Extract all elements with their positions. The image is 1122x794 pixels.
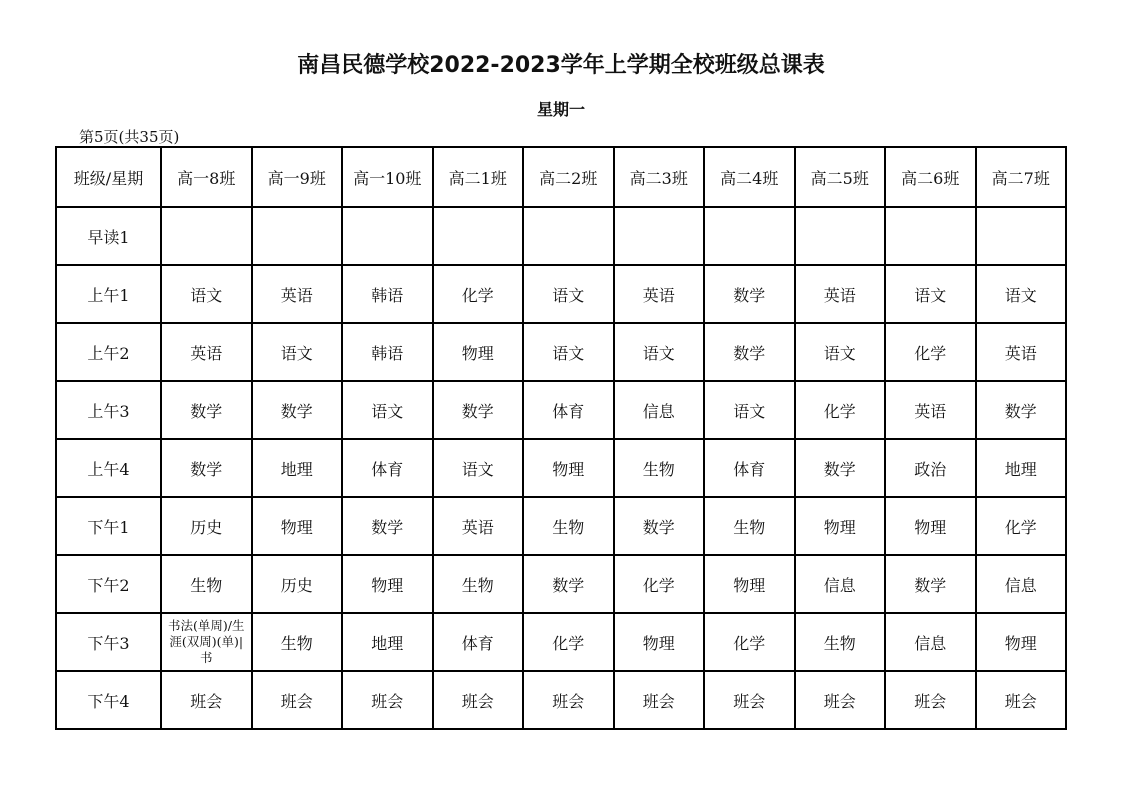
table-cell: 数学 (614, 497, 705, 555)
table-cell: 物理 (976, 613, 1067, 671)
page-info: 第5页(共35页) (79, 128, 180, 146)
table-cell (161, 613, 252, 671)
table-cell: 英语 (433, 497, 524, 555)
table-cell: 体育 (342, 439, 433, 497)
table-cell: 生物 (252, 613, 343, 671)
table-cell: 韩语 (342, 265, 433, 323)
table-row (56, 555, 1066, 613)
table-cell: 英语 (976, 323, 1067, 381)
table-cell: 语文 (523, 323, 614, 381)
table-cell: 化学 (976, 497, 1067, 555)
table-cell (795, 207, 886, 265)
table-cell: 历史 (252, 555, 343, 613)
table-cell: 班会 (976, 671, 1067, 729)
table-cell: 班会 (795, 671, 886, 729)
table-cell: 班会 (342, 671, 433, 729)
table-cell: 语文 (161, 265, 252, 323)
table-row (56, 497, 1066, 555)
table-cell: 数学 (433, 381, 524, 439)
table-cell: 班会 (161, 671, 252, 729)
class-header: 高二6班 (885, 147, 976, 207)
period-label: 上午4 (56, 439, 161, 497)
table-cell: 英语 (885, 381, 976, 439)
table-cell: 数学 (704, 265, 795, 323)
table-cell: 体育 (704, 439, 795, 497)
day-subtitle: 星期一 (536, 100, 585, 119)
table-cell: 物理 (614, 613, 705, 671)
table-cell: 语文 (433, 439, 524, 497)
table-cell: 地理 (976, 439, 1067, 497)
table-cell: 班会 (885, 671, 976, 729)
period-label: 上午1 (56, 265, 161, 323)
table-cell: 语文 (976, 265, 1067, 323)
table-cell: 英语 (795, 265, 886, 323)
table-cell: 化学 (885, 323, 976, 381)
class-header: 高一9班 (252, 147, 343, 207)
table-cell (523, 207, 614, 265)
table-cell: 数学 (795, 439, 886, 497)
table-row (56, 265, 1066, 323)
table-cell: 语文 (704, 381, 795, 439)
table-cell: 英语 (252, 265, 343, 323)
table-cell: 物理 (795, 497, 886, 555)
table-cell: 化学 (614, 555, 705, 613)
table-cell: 化学 (433, 265, 524, 323)
class-header: 高二4班 (704, 147, 795, 207)
table-row (56, 381, 1066, 439)
table-cell: 班会 (523, 671, 614, 729)
table-cell: 英语 (614, 265, 705, 323)
table-cell (252, 207, 343, 265)
timetable (55, 146, 1067, 730)
class-header: 高一10班 (342, 147, 433, 207)
table-cell: 地理 (252, 439, 343, 497)
table-cell: 语文 (614, 323, 705, 381)
table-cell: 历史 (161, 497, 252, 555)
period-label: 下午2 (56, 555, 161, 613)
header-row (56, 147, 1066, 207)
table-cell: 生物 (614, 439, 705, 497)
table-cell: 物理 (704, 555, 795, 613)
page-title: 南昌民德学校2022-2023学年上学期全校班级总课表 (297, 53, 825, 78)
table-cell: 信息 (795, 555, 886, 613)
table-cell: 物理 (252, 497, 343, 555)
period-label: 下午1 (56, 497, 161, 555)
class-header: 高二5班 (795, 147, 886, 207)
table-cell: 体育 (523, 381, 614, 439)
table-cell: 信息 (885, 613, 976, 671)
table-row (56, 323, 1066, 381)
table-cell: 生物 (161, 555, 252, 613)
table-cell: 物理 (523, 439, 614, 497)
table-cell (614, 207, 705, 265)
table-row (56, 207, 1066, 265)
table-cell: 语文 (523, 265, 614, 323)
class-header: 高二1班 (433, 147, 524, 207)
table-row (56, 613, 1066, 671)
table-cell: 数学 (252, 381, 343, 439)
period-label: 下午3 (56, 613, 161, 671)
period-label: 下午4 (56, 671, 161, 729)
table-cell: 化学 (704, 613, 795, 671)
table-cell: 化学 (523, 613, 614, 671)
period-label: 早读1 (56, 207, 161, 265)
table-cell: 语文 (342, 381, 433, 439)
class-header: 高一8班 (161, 147, 252, 207)
table-cell: 化学 (795, 381, 886, 439)
table-cell: 信息 (614, 381, 705, 439)
table-cell: 语文 (252, 323, 343, 381)
table-cell (342, 207, 433, 265)
table-cell: 英语 (161, 323, 252, 381)
table-cell (885, 207, 976, 265)
table-cell: 物理 (342, 555, 433, 613)
table-cell: 数学 (342, 497, 433, 555)
table-cell: 生物 (795, 613, 886, 671)
table-cell: 地理 (342, 613, 433, 671)
table-cell: 数学 (704, 323, 795, 381)
table-cell (161, 207, 252, 265)
table-row (56, 439, 1066, 497)
period-label: 上午2 (56, 323, 161, 381)
table-cell: 数学 (523, 555, 614, 613)
table-cell: 生物 (523, 497, 614, 555)
class-header: 高二7班 (976, 147, 1067, 207)
table-cell (433, 207, 524, 265)
table-cell: 体育 (433, 613, 524, 671)
table-cell (976, 207, 1067, 265)
table-cell: 语文 (795, 323, 886, 381)
table-cell: 班会 (614, 671, 705, 729)
corner-header: 班级/星期 (56, 147, 161, 207)
class-header: 高二3班 (614, 147, 705, 207)
table-cell: 生物 (433, 555, 524, 613)
table-cell: 班会 (252, 671, 343, 729)
table-cell: 物理 (433, 323, 524, 381)
table-cell: 语文 (885, 265, 976, 323)
table-cell: 信息 (976, 555, 1067, 613)
table-cell: 数学 (161, 439, 252, 497)
table-cell: 数学 (976, 381, 1067, 439)
table-cell: 生物 (704, 497, 795, 555)
table-cell: 物理 (885, 497, 976, 555)
class-header: 高二2班 (523, 147, 614, 207)
table-cell: 班会 (704, 671, 795, 729)
table-cell: 数学 (161, 381, 252, 439)
table-cell-multiline-text: 书法(单周)/生涯(双周)(单)|书 (168, 618, 245, 665)
table-cell: 班会 (433, 671, 524, 729)
table-cell (704, 207, 795, 265)
table-cell: 政治 (885, 439, 976, 497)
table-cell: 韩语 (342, 323, 433, 381)
table-row (56, 671, 1066, 729)
period-label: 上午3 (56, 381, 161, 439)
table-cell: 数学 (885, 555, 976, 613)
